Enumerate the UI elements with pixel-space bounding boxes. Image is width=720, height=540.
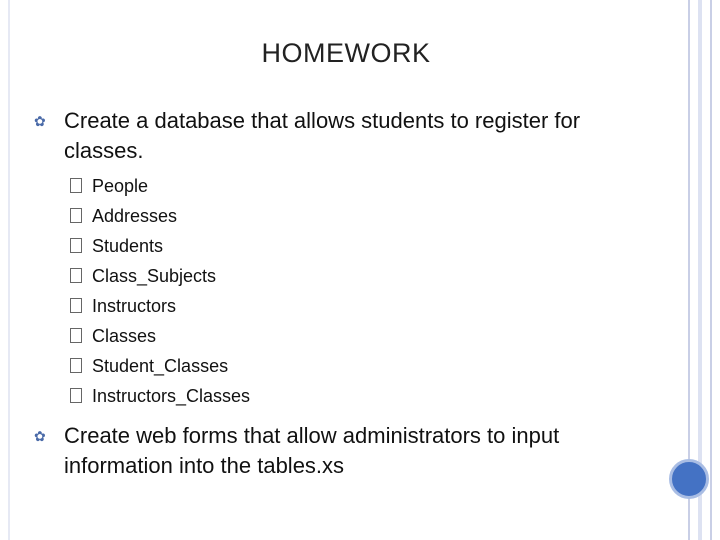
sub-item-text: Student_Classes xyxy=(92,356,229,376)
sub-item xyxy=(64,321,654,351)
bullet-list xyxy=(34,106,654,481)
sub-item xyxy=(64,291,654,321)
sub-item-text: Class_Subjects xyxy=(92,266,217,286)
square-bullet-icon xyxy=(70,208,82,223)
square-bullet-icon xyxy=(70,268,82,283)
bullet-text: Create a database that allows students to register for classes. xyxy=(64,108,581,163)
sub-item-text: Addresses xyxy=(92,206,178,226)
circle-decoration xyxy=(669,459,709,499)
bullet-text: Create web forms that allow administrators to input information into the tables.xs xyxy=(64,423,560,478)
square-bullet-icon xyxy=(70,358,82,373)
sub-item xyxy=(64,261,654,291)
square-bullet-icon xyxy=(70,328,82,343)
sub-item xyxy=(64,231,654,261)
bullet-item xyxy=(34,106,654,166)
sub-item xyxy=(64,201,654,231)
sub-item-text: Classes xyxy=(92,326,157,346)
sub-item-text: Instructors_Classes xyxy=(92,386,251,406)
sub-list xyxy=(64,171,654,411)
sub-item-text: Students xyxy=(92,236,164,256)
gear-bullet-icon: ✿ xyxy=(34,113,46,129)
sub-item xyxy=(64,381,654,411)
square-bullet-icon xyxy=(70,178,82,193)
square-bullet-icon xyxy=(70,388,82,403)
square-bullet-icon xyxy=(70,238,82,253)
sub-item xyxy=(64,171,654,201)
slide-frame-left xyxy=(8,0,10,540)
square-bullet-icon xyxy=(70,298,82,313)
gear-bullet-icon: ✿ xyxy=(34,428,46,444)
sub-item-text: Instructors xyxy=(92,296,177,316)
slide-title: HOMEWORK xyxy=(261,38,431,68)
sub-item-text: People xyxy=(92,176,149,196)
sub-item xyxy=(64,351,654,381)
bullet-item xyxy=(34,421,654,481)
